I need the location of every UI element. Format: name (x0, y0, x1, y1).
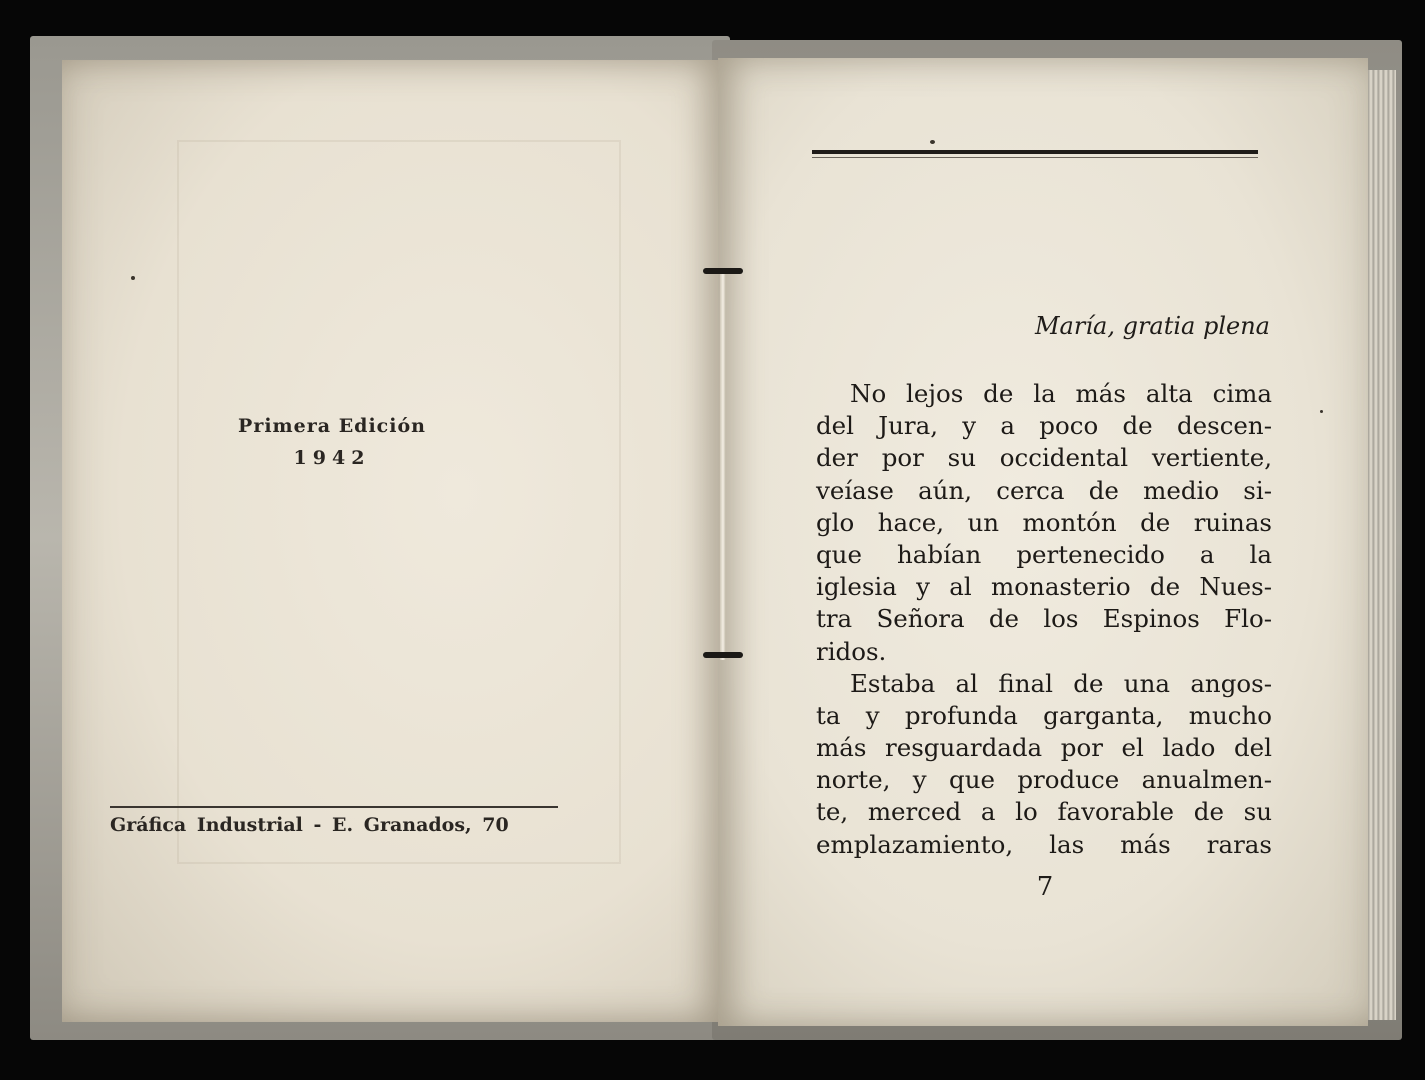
text-line: más resguardada por el lado del (816, 733, 1272, 763)
text-line: tra Señora de los Espinos Flo- (816, 604, 1272, 634)
text-line: del Jura, y a poco de descen- (816, 411, 1272, 441)
text-line: iglesia y al monasterio de Nues- (816, 572, 1272, 602)
text-line: No lejos de la más alta cima (850, 379, 1272, 408)
text-line: veíase aún, cerca de medio si- (816, 475, 1272, 505)
text-line: norte, y que produce anualmen- (816, 765, 1272, 795)
paper-speck (131, 276, 135, 280)
text-line: que habían pertenecido a la (816, 539, 1272, 569)
paper-speck (1320, 410, 1323, 413)
paper-speck (930, 140, 935, 144)
chapter-title: María, gratia plena (1034, 312, 1270, 340)
text-line: Estaba al final de una angos- (850, 668, 1272, 698)
text-line: der por su occidental vertiente, (816, 443, 1272, 473)
page-number: 7 (1036, 872, 1054, 902)
text-line: te, merced a lo favorable de su (816, 797, 1272, 827)
binding-gutter (720, 272, 726, 660)
text-line: ridos. (816, 636, 887, 666)
printer-imprint: Gráfica Industrial - E. Granados, 70 (110, 814, 509, 836)
header-rule-thin (812, 157, 1258, 158)
text-line: emplazamiento, las más raras (816, 829, 1272, 859)
edition-year: 1942 (293, 447, 371, 469)
show-through-frame (177, 140, 621, 864)
edition-label: Primera Edición (238, 415, 426, 437)
imprint-rule (110, 806, 558, 808)
binding-stitch-bottom (703, 652, 743, 658)
text-line: ta y profunda garganta, mucho (816, 700, 1272, 730)
binding-stitch-top (703, 268, 743, 274)
left-page (62, 60, 722, 1022)
header-rule (812, 150, 1258, 154)
text-line: glo hace, un montón de ruinas (816, 507, 1272, 537)
body-text (816, 378, 1272, 861)
edition-info (232, 410, 432, 474)
